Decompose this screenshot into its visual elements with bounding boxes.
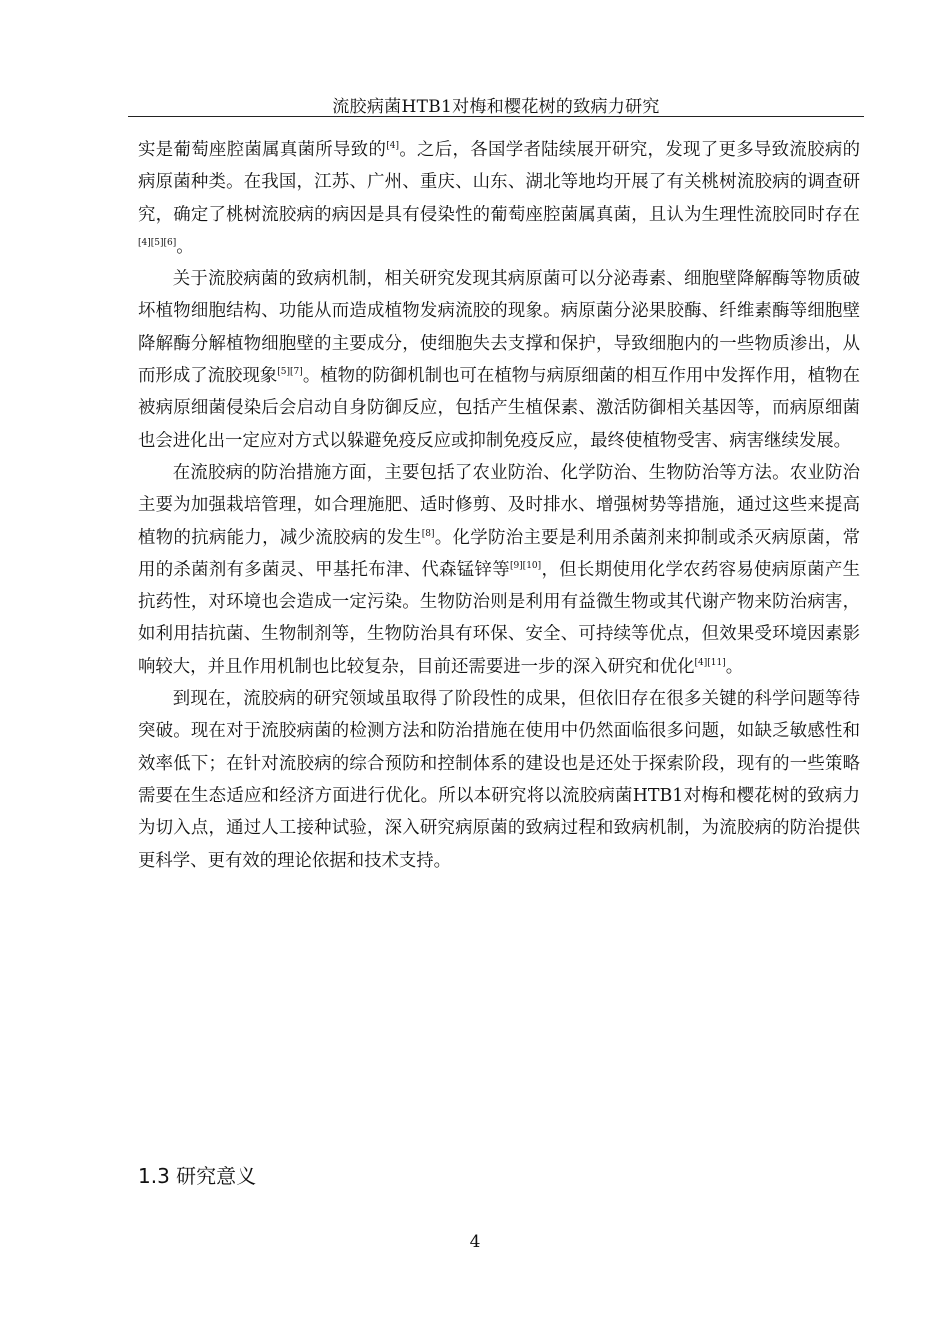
text-run: 。植物的防御机制也可在植物与病原细菌的相互作用中发挥作用，植物在被病原细菌侵染后会启动自身防御反应，包括产生植保素、激活防御相关基因等，而病原细菌也会进化出一定应对方式以躲避免疫反应或抑制免疫反应，最终使植物受害、病害继续发展。	[138, 366, 860, 451]
header-rule	[128, 116, 864, 117]
citation-superscript: [5][7]	[277, 367, 303, 378]
text-run: 关于流胶病菌的致病机制，相关研究发现其病原菌可以分泌毒素、细胞壁降解酶等物质破坏植物细胞结构、功能从而造成植物发病流胶的现象。病原菌分泌果胶酶、纤维素酶等细胞壁降解酶分解植物细胞壁的主要成分，使细胞失去支撑和保护，导致细胞内的一些物质渗出，从而形成了流胶现象	[138, 269, 860, 387]
text-run: 在流胶病的防治措施方面，主要包括了农业防治、化学防治、生物防治等方法。农业防治主要为加强栽培管理，如合理施肥、适时修剪、及时排水、增强树势等措施，通过这些来提高植物的抗病能力，减少流胶病的发生	[138, 462, 860, 548]
text-run: ，但长期使用化学农药容易使病原菌产生抗药性，对环境也会造成一定污染。生物防治则是利用有益微生物或其代谢产物来防治病害，如利用拮抗菌、生物制剂等，生物防治具有环保、安全、可持续等优点，但效果受环境因素影响较大，并且作用机制也比较复杂，目前还需要进一步的深入研究和优化	[138, 559, 860, 677]
citation-superscript: [4][11]	[694, 657, 726, 668]
section-heading: 1.3 研究意义	[138, 1164, 257, 1188]
page-number: 4	[469, 1232, 481, 1252]
text-run: 到现在，流胶病的研究领域虽取得了阶段性的成果，但依旧存在很多关键的科学问题等待突破。现在对于流胶病菌的检测方法和防治措施在使用中仍然面临很多问题，如缺乏敏感性和效率低下；在针对流胶病的综合预防和控制体系的建设也是还处于探索阶段，现有的一些策略需要在生态适应和经济方面进行优化。所以本研究将以流胶病菌HTB1对梅和樱花树的致病力为切入点，通过人工接种试验，深入研究病原菌的致病过程和致病机制，为流胶病的防治提供更科学、更有效的理论依据和技术支持。	[138, 689, 860, 871]
paragraph-3	[138, 457, 860, 683]
running-header: 流胶病菌HTB1对梅和樱花树的致病力研究	[332, 97, 660, 117]
paragraph-4	[138, 683, 860, 877]
citation-superscript: [4]	[386, 141, 399, 151]
paragraph-2	[138, 263, 860, 457]
citation-superscript: [4][5][6]	[138, 237, 177, 248]
text-run: 。化学防治主要是利用杀菌剂来抑制或杀灭病原菌，常用的杀菌剂有多菌灵、甲基托布津、代森锰锌等	[138, 527, 860, 580]
body-text	[138, 134, 860, 877]
text-run: 实是葡萄座腔菌属真菌所导致的	[138, 140, 387, 160]
paragraph-1	[138, 134, 860, 263]
citation-superscript: [9][10]	[509, 560, 542, 571]
text-run: 。	[725, 656, 744, 677]
text-run: 。之后，各国学者陆续展开研究，发现了更多导致流胶病的病原菌种类。在我国，江苏、广州、重庆、山东、湖北等地均开展了有关桃树流胶病的调查研究，确定了桃树流胶病的病因是具有侵染性的葡萄座腔菌属真菌，且认为生理性流胶同时存在	[138, 140, 860, 225]
text-run: 。	[176, 236, 194, 257]
citation-superscript: [8]	[421, 528, 435, 539]
